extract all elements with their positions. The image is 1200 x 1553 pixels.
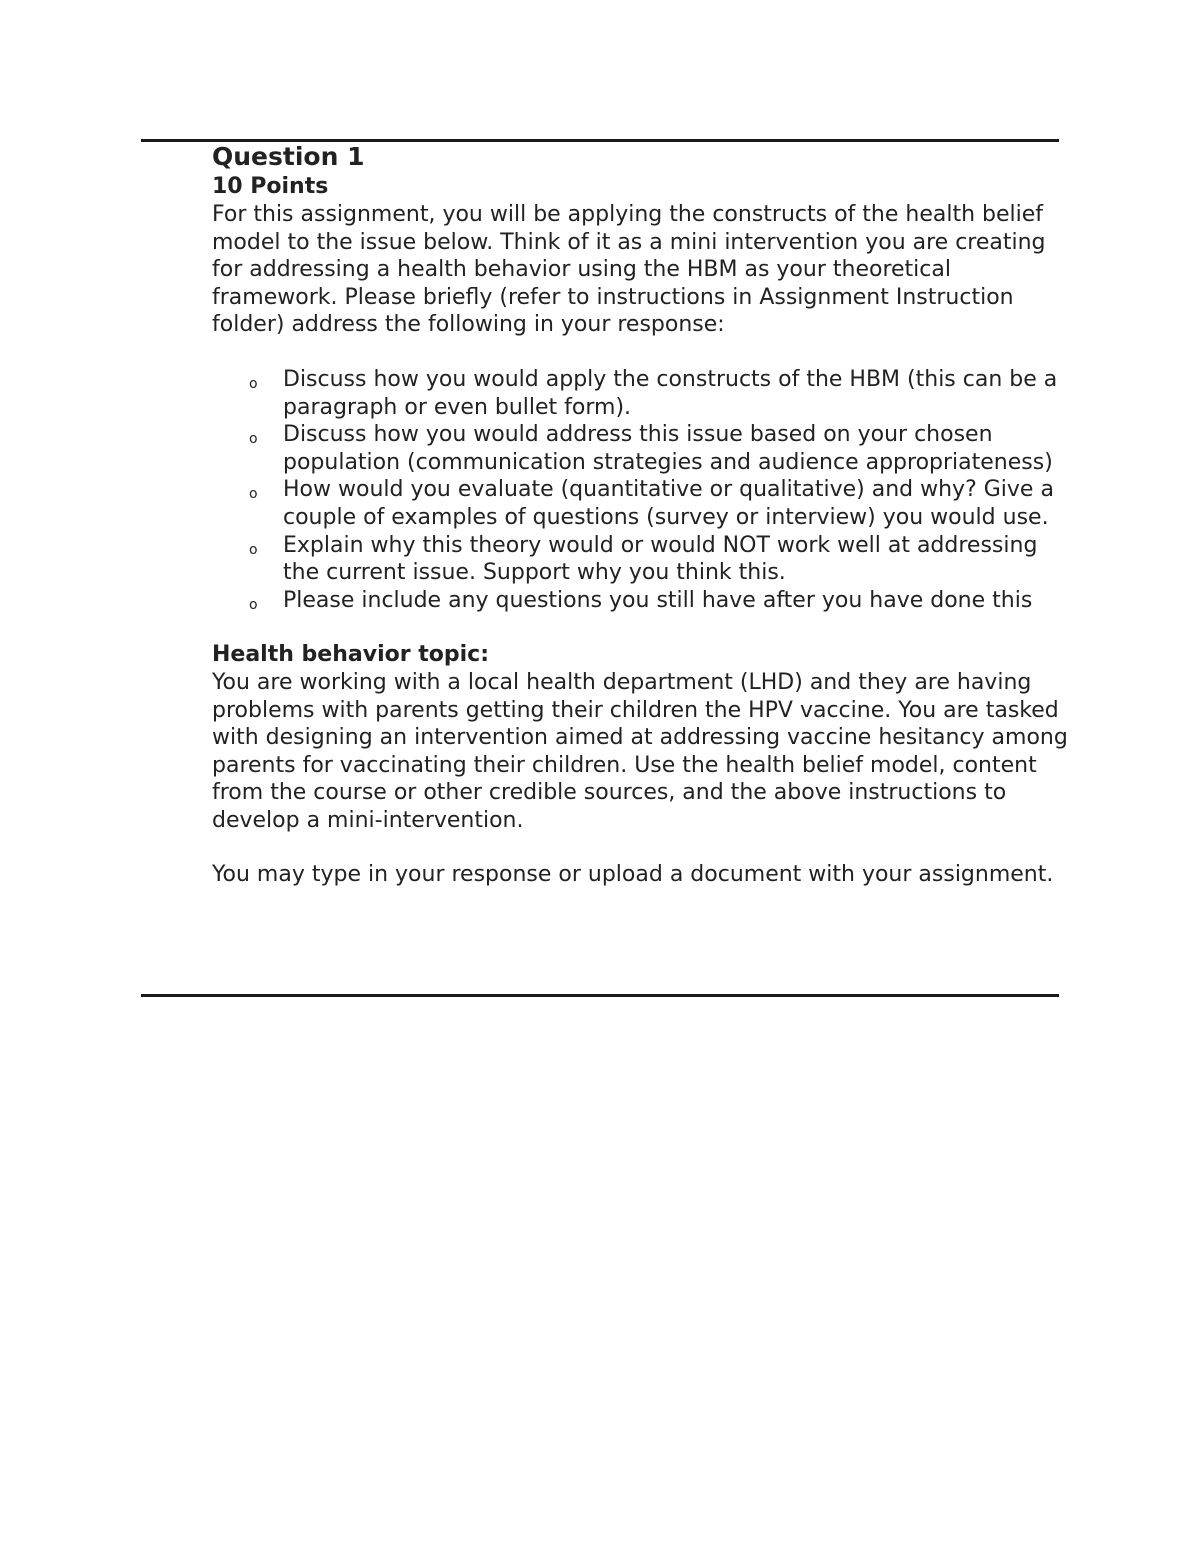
- task-text: Please include any questions you still have after you have done this: [283, 587, 1033, 613]
- bullet-icon: o: [249, 486, 258, 503]
- task-text: Discuss how you would address this issue based on your chosen population (communication strategies and audience appropriateness): [283, 422, 1053, 475]
- bullet-icon: o: [249, 541, 258, 558]
- list-item: [212, 587, 1062, 615]
- task-list: [212, 366, 1072, 614]
- list-item: [212, 421, 1062, 476]
- task-text: Explain why this theory would or would NOT work well at addressing the current issue. Support why you think this.: [283, 532, 1038, 586]
- bullet-icon: o: [249, 431, 258, 448]
- question-block: [212, 141, 1072, 889]
- list-item: [212, 476, 1062, 531]
- closing-note: You may type in your response or upload a document with your assignment.: [212, 862, 1054, 888]
- topic-body: You are working with a local health department (LHD) and they are having problems with parents getting their children the HPV vaccine. You are tasked with designing an intervention aimed at addressing vaccine hesitancy among parents for vaccinating their children. Use the health belief model, content from the course or other credible sources, and the above instructions to develop a mini-intervention.: [212, 669, 1068, 833]
- topic-heading: Health behavior topic:: [212, 642, 489, 668]
- task-text: Discuss how you would apply the constructs of the HBM (this can be a paragraph or even bullet form).: [283, 366, 1058, 420]
- task-text: How would you evaluate (quantitative or qualitative) and why? Give a couple of examples of questions (survey or interview) you would use.: [283, 477, 1054, 530]
- question-points: 10 Points: [212, 174, 329, 199]
- bottom-divider: [141, 994, 1059, 997]
- question-title: Question 1: [212, 142, 365, 171]
- bullet-icon: o: [249, 596, 258, 613]
- question-intro: For this assignment, you will be applying the constructs of the health belief model to the issue below. Think of it as a mini intervention you are creating for addressing a health behavior using the HBM as your theoretical framework. Please briefly (refer to instructions in Assignment Instruction folder) address the following in your response:: [212, 202, 1046, 338]
- list-item: [212, 366, 1062, 421]
- list-item: [212, 532, 1062, 587]
- bullet-icon: o: [249, 375, 258, 392]
